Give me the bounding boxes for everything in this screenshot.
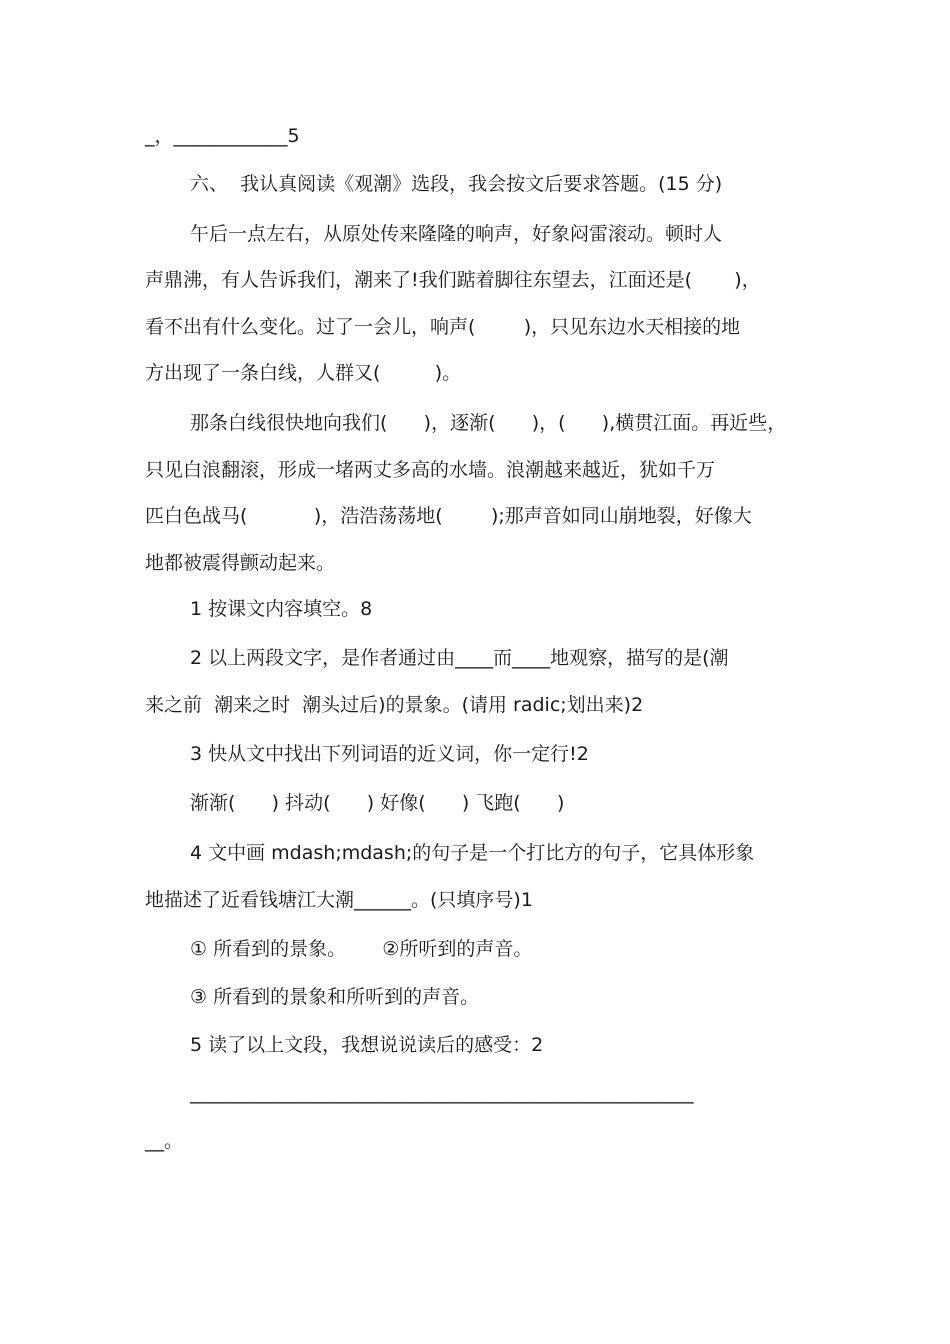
text-line: 5 读了以上文段，我想说说读后的感受：2	[190, 1034, 544, 1056]
text-line: __。	[145, 1130, 184, 1152]
text-line: 只见白浪翻滚，形成一堵两丈多高的水墙。浪潮越来越近，犹如千万	[145, 459, 716, 481]
text-line: 2 以上两段文字，是作者通过由____而____地观察，描写的是(潮	[190, 647, 729, 669]
text-line: 那条白线很快地向我们( )，逐渐( )，( ),横贯江面。再近些，	[190, 412, 787, 434]
text-line: 方出现了一条白线，人群又( )。	[145, 362, 462, 384]
text-line: 1 按课文内容填空。8	[190, 598, 373, 620]
text-line: 渐渐( ) 抖动( ) 好像( ) 飞跑( )	[190, 792, 565, 814]
text-line: 六、 我认真阅读《观潮》选段，我会按文后要求答题。(15 分)	[190, 173, 723, 195]
text-line: 午后一点左右，从原处传来隆隆的响声，好象闷雷滚动。顿时人	[190, 223, 723, 245]
text-line: 地都被震得颤动起来。	[145, 552, 336, 574]
text-line: 4 文中画 mdash;mdash;的句子是一个打比方的句子，它具体形象	[190, 842, 755, 864]
text-line: 匹白色战马( )，浩浩荡荡地( );那声音如同山崩地裂，好像大	[145, 505, 752, 527]
text-line: ③ 所看到的景象和所听到的声音。	[190, 986, 480, 1008]
text-line: ① 所看到的景象。 ②所听到的声音。	[190, 938, 533, 960]
text-line: 来之前 潮来之时 潮头过后)的景象。(请用 radic;划出来)2	[145, 694, 644, 716]
text-line: _____________________________________________________	[190, 1082, 694, 1104]
text-line: 3 快从文中找出下列词语的近义词，你一定行!2	[190, 743, 589, 765]
text-line: _，____________5	[145, 125, 300, 147]
text-line: 地描述了近看钱塘江大潮______。(只填序号)1	[145, 889, 533, 911]
text-line: 看不出有什么变化。过了一会儿，响声( )，只见东边水天相接的地	[145, 316, 741, 338]
text-line: 声鼎沸，有人告诉我们，潮来了!我们踮着脚往东望去，江面还是( )，	[145, 269, 761, 291]
